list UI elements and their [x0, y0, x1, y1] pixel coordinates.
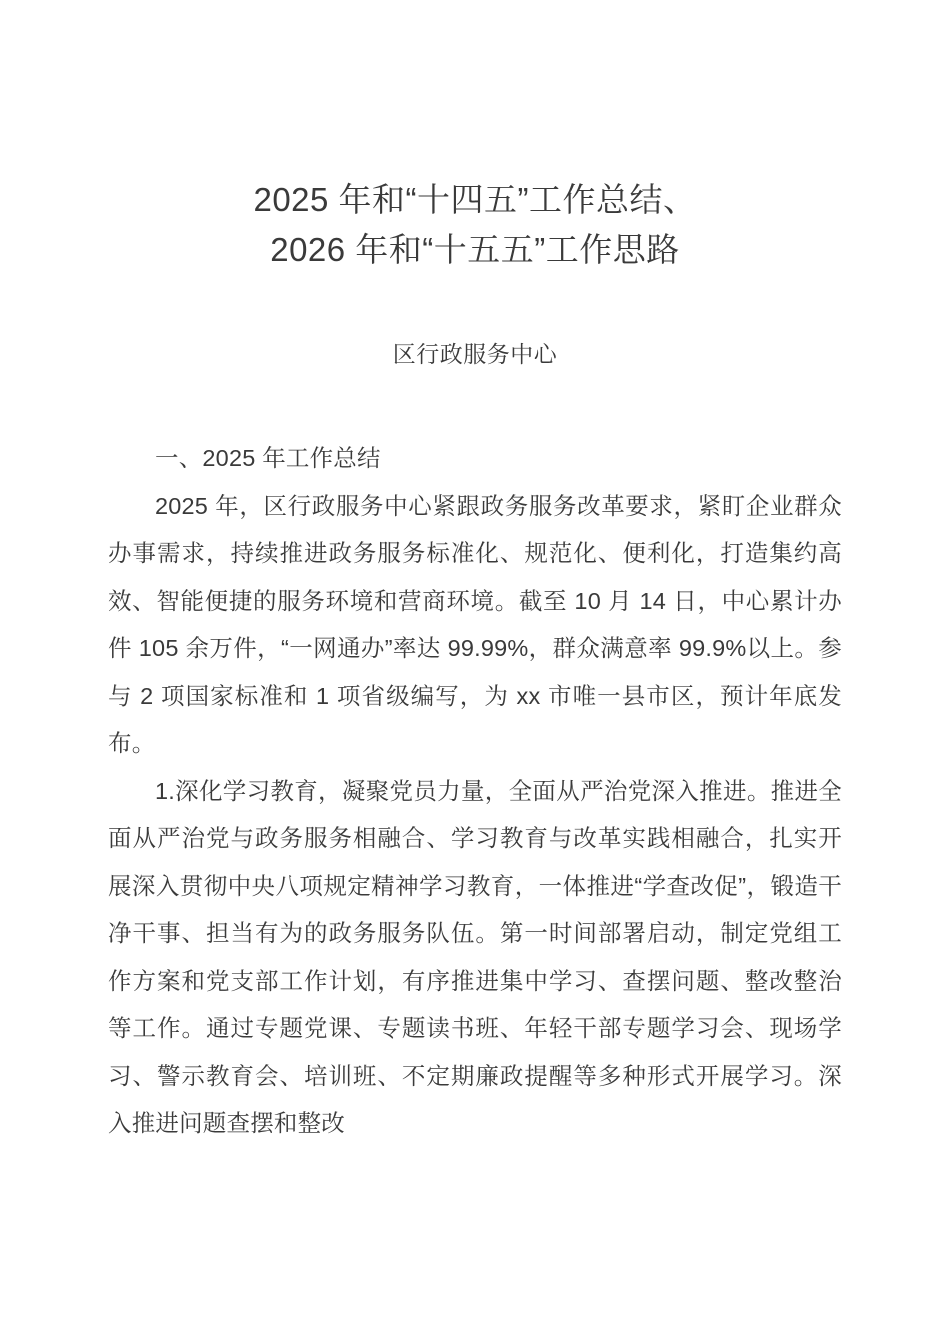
section-heading-1: 一、2025 年工作总结 — [155, 445, 381, 471]
document-body — [108, 371, 842, 1148]
page-title-line-2: 2026 年和“十五五”工作思路 — [270, 231, 680, 268]
body-paragraph-1: 2025 年，区行政服务中心紧跟政务服务改革要求，紧盯企业群众办事需求，持续推进政务服务标准化、规范化、便利化，打造集约高效、智能便捷的服务环境和营商环境。截至 10 月 14 日，中心累计办件 105 余万件，“一网通办”率达 99.99%，群众满意率 99.9%以上。参与 2 项国家标准和 1 项省级编写，为 xx 市唯一县市区，预计年底发布。 — [108, 492, 842, 756]
page-title — [108, 0, 842, 275]
page-content — [108, 0, 842, 1148]
page-title-line-1: 2025 年和“十四五”工作总结、 — [253, 181, 697, 218]
document-subtitle: 区行政服务中心 — [392, 341, 558, 367]
body-paragraph-2: 1.深化学习教育，凝聚党员力量，全面从严治党深入推进。推进全面从严治党与政务服务相融合、学习教育与改革实践相融合，扎实开展深入贯彻中央八项规定精神学习教育，一体推进“学查改促”，锻造干净干事、担当有为的政务服务队伍。第一时间部署启动，制定党组工作方案和党支部工作计划，有序推进集中学习、查摆问题、整改整治等工作。通过专题党课、专题读书班、年轻干部专题学习会、现场学习、警示教育会、培训班、不定期廉政提醒等多种形式开展学习。深入推进问题查摆和整改 — [108, 777, 842, 1136]
